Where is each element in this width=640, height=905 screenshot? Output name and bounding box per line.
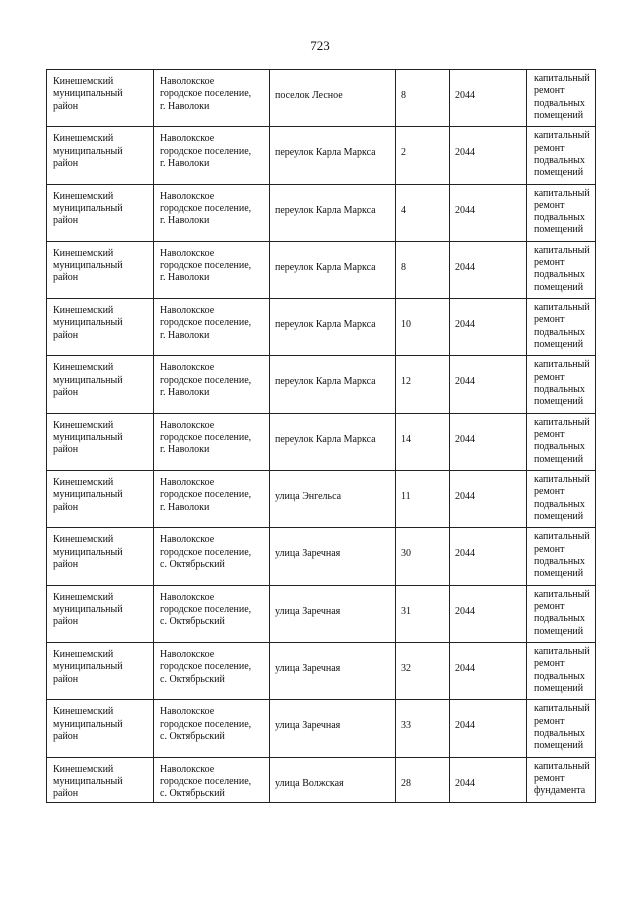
district-cell: Кинешемский муниципальный район bbox=[47, 299, 154, 356]
street-cell: улица Заречная bbox=[270, 642, 396, 699]
work-type-cell: капитальный ремонт подвальных помещений bbox=[527, 70, 596, 127]
settlement-cell: Наволокское городское поселение, г. Наволоки bbox=[154, 184, 270, 241]
street-cell: поселок Лесное bbox=[270, 70, 396, 127]
table-row bbox=[47, 700, 596, 757]
street-cell: переулок Карла Маркса bbox=[270, 241, 396, 298]
work-type-cell: капитальный ремонт подвальных помещений bbox=[527, 241, 596, 298]
district-cell: Кинешемский муниципальный район bbox=[47, 127, 154, 184]
district-cell: Кинешемский муниципальный район bbox=[47, 700, 154, 757]
table-row bbox=[47, 413, 596, 470]
work-type-cell: капитальный ремонт подвальных помещений bbox=[527, 700, 596, 757]
year-cell: 2044 bbox=[450, 757, 527, 802]
district-cell: Кинешемский муниципальный район bbox=[47, 585, 154, 642]
street-cell: улица Заречная bbox=[270, 528, 396, 585]
work-type-cell: капитальный ремонт подвальных помещений bbox=[527, 585, 596, 642]
settlement-cell: Наволокское городское поселение, с. Октябрьский bbox=[154, 757, 270, 802]
table-row bbox=[47, 356, 596, 413]
work-type-cell: капитальный ремонт подвальных помещений bbox=[527, 299, 596, 356]
table-row bbox=[47, 299, 596, 356]
table-row bbox=[47, 70, 596, 127]
house-number-cell: 28 bbox=[396, 757, 450, 802]
settlement-cell: Наволокское городское поселение, г. Наволоки bbox=[154, 127, 270, 184]
settlement-cell: Наволокское городское поселение, с. Октябрьский bbox=[154, 700, 270, 757]
year-cell: 2044 bbox=[450, 241, 527, 298]
house-number-cell: 8 bbox=[396, 241, 450, 298]
work-type-cell: капитальный ремонт подвальных помещений bbox=[527, 642, 596, 699]
year-cell: 2044 bbox=[450, 70, 527, 127]
district-cell: Кинешемский муниципальный район bbox=[47, 757, 154, 802]
settlement-cell: Наволокское городское поселение, г. Наволоки bbox=[154, 413, 270, 470]
table-row bbox=[47, 127, 596, 184]
table-row bbox=[47, 757, 596, 802]
table-row bbox=[47, 241, 596, 298]
work-type-cell: капитальный ремонт подвальных помещений bbox=[527, 528, 596, 585]
year-cell: 2044 bbox=[450, 528, 527, 585]
table-row bbox=[47, 471, 596, 528]
district-cell: Кинешемский муниципальный район bbox=[47, 642, 154, 699]
district-cell: Кинешемский муниципальный район bbox=[47, 241, 154, 298]
house-number-cell: 33 bbox=[396, 700, 450, 757]
house-number-cell: 4 bbox=[396, 184, 450, 241]
work-type-cell: капитальный ремонт фундамента bbox=[527, 757, 596, 802]
table-row bbox=[47, 585, 596, 642]
house-number-cell: 8 bbox=[396, 70, 450, 127]
settlement-cell: Наволокское городское поселение, с. Октябрьский bbox=[154, 528, 270, 585]
settlement-cell: Наволокское городское поселение, с. Октябрьский bbox=[154, 642, 270, 699]
year-cell: 2044 bbox=[450, 184, 527, 241]
settlement-cell: Наволокское городское поселение, г. Наволоки bbox=[154, 356, 270, 413]
house-number-cell: 14 bbox=[396, 413, 450, 470]
work-type-cell: капитальный ремонт подвальных помещений bbox=[527, 356, 596, 413]
settlement-cell: Наволокское городское поселение, г. Наволоки bbox=[154, 471, 270, 528]
work-type-cell: капитальный ремонт подвальных помещений bbox=[527, 413, 596, 470]
house-number-cell: 30 bbox=[396, 528, 450, 585]
page-number: 723 bbox=[310, 38, 330, 53]
house-number-cell: 12 bbox=[396, 356, 450, 413]
year-cell: 2044 bbox=[450, 413, 527, 470]
street-cell: улица Заречная bbox=[270, 700, 396, 757]
year-cell: 2044 bbox=[450, 471, 527, 528]
house-number-cell: 31 bbox=[396, 585, 450, 642]
street-cell: переулок Карла Маркса bbox=[270, 299, 396, 356]
house-number-cell: 2 bbox=[396, 127, 450, 184]
settlement-cell: Наволокское городское поселение, г. Наволоки bbox=[154, 70, 270, 127]
table-row bbox=[47, 184, 596, 241]
table-row bbox=[47, 528, 596, 585]
district-cell: Кинешемский муниципальный район bbox=[47, 356, 154, 413]
street-cell: переулок Карла Маркса bbox=[270, 184, 396, 241]
year-cell: 2044 bbox=[450, 585, 527, 642]
district-cell: Кинешемский муниципальный район bbox=[47, 70, 154, 127]
year-cell: 2044 bbox=[450, 299, 527, 356]
year-cell: 2044 bbox=[450, 700, 527, 757]
year-cell: 2044 bbox=[450, 642, 527, 699]
street-cell: переулок Карла Маркса bbox=[270, 356, 396, 413]
street-cell: переулок Карла Маркса bbox=[270, 413, 396, 470]
house-number-cell: 11 bbox=[396, 471, 450, 528]
work-type-cell: капитальный ремонт подвальных помещений bbox=[527, 127, 596, 184]
settlement-cell: Наволокское городское поселение, г. Наволоки bbox=[154, 299, 270, 356]
year-cell: 2044 bbox=[450, 127, 527, 184]
year-cell: 2044 bbox=[450, 356, 527, 413]
district-cell: Кинешемский муниципальный район bbox=[47, 184, 154, 241]
district-cell: Кинешемский муниципальный район bbox=[47, 413, 154, 470]
settlement-cell: Наволокское городское поселение, с. Октябрьский bbox=[154, 585, 270, 642]
repair-schedule-table bbox=[46, 69, 596, 803]
street-cell: улица Заречная bbox=[270, 585, 396, 642]
street-cell: улица Энгельса bbox=[270, 471, 396, 528]
street-cell: улица Волжская bbox=[270, 757, 396, 802]
district-cell: Кинешемский муниципальный район bbox=[47, 528, 154, 585]
work-type-cell: капитальный ремонт подвальных помещений bbox=[527, 184, 596, 241]
house-number-cell: 32 bbox=[396, 642, 450, 699]
settlement-cell: Наволокское городское поселение, г. Наволоки bbox=[154, 241, 270, 298]
house-number-cell: 10 bbox=[396, 299, 450, 356]
table-row bbox=[47, 642, 596, 699]
work-type-cell: капитальный ремонт подвальных помещений bbox=[527, 471, 596, 528]
district-cell: Кинешемский муниципальный район bbox=[47, 471, 154, 528]
street-cell: переулок Карла Маркса bbox=[270, 127, 396, 184]
